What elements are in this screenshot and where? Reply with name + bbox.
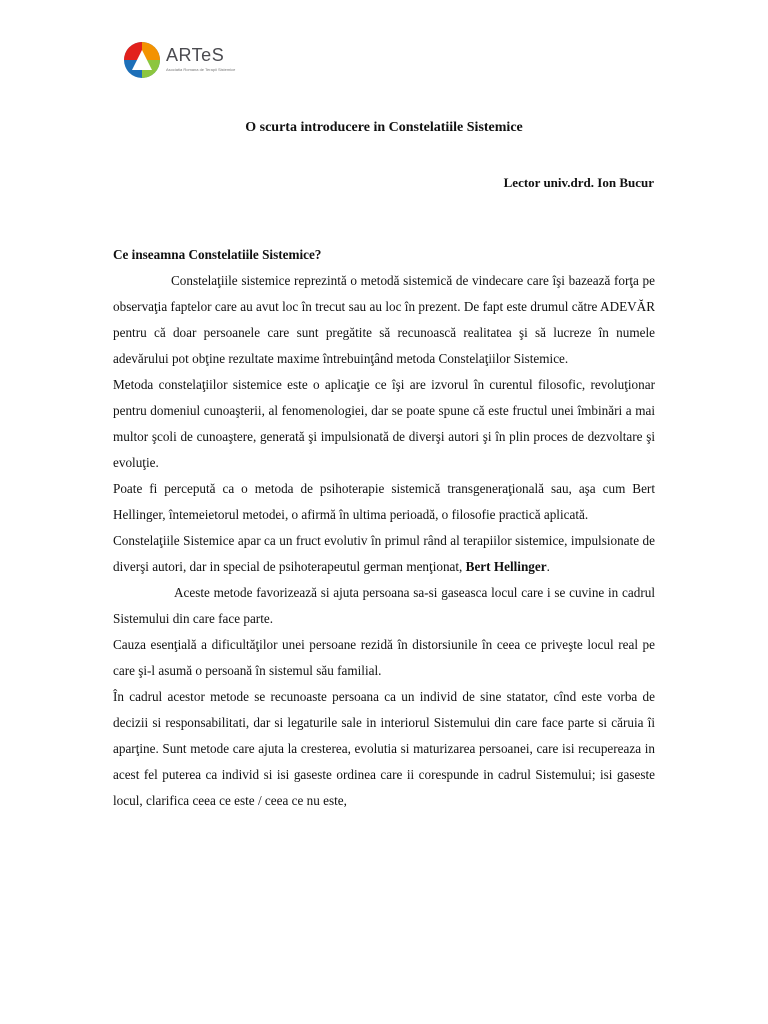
document-body: [113, 242, 655, 814]
lecturer-name: Lector univ.drd. Ion Bucur: [503, 175, 654, 190]
paragraph-4-text: Constelaţiile Sistemice apar ca un fruct evolutiv în primul rând al terapiilor sistemice, impulsionate de diverşi autori, dar in special de psihoterapeutul german menţionat,: [113, 533, 655, 574]
artes-logo-icon: [121, 40, 163, 80]
logo-subtitle: Asociatia Romana de Terapii Sistemice: [166, 67, 236, 72]
artes-logo: [121, 40, 261, 80]
logo-name: ARTeS: [166, 45, 225, 65]
paragraph-7: În cadrul acestor metode se recunoaste persoana ca un individ de sine statator, cînd este vorba de decizii si responsabilitati, dar si legaturile sale in interiorul Sistemului din care face parte si căruia îi aparţine. Sunt metode care ajuta la cresterea, evolutia si maturizarea persoanei, care isi recupereaza in acest fel puterea ca individ si isi gaseste ordinea care ii corespunde in cadrul Sistemului; isi gaseste locul, clarifica ceea ce este / ceea ce nu este,: [113, 689, 655, 808]
paragraph-5: Aceste metode favorizează si ajuta persoana sa-si gaseasca locul care i se cuvine in cadrul Sistemului din care face parte.: [113, 585, 655, 626]
paragraph-3: Poate fi percepută ca o metoda de psihoterapie sistemică transgeneraţională sau, aşa cum Bert Hellinger, întemeietorul metodei, o afirmă în ultima perioadă, o filosofie practică aplicată.: [113, 481, 655, 522]
paragraph-4-end: .: [546, 559, 550, 574]
paragraph-4-bold-name: Bert Hellinger: [465, 559, 547, 574]
paragraph-1: Constelaţiile sistemice reprezintă o metodă sistemică de vindecare care îşi bazează forţa pe observaţia faptelor care au avut loc în trecut sau au loc în prezent. De fapt este drumul către ADEVĂR pentru că doar persoanele care sunt pregătite să recunoască realitatea şi să lucreze în numele adevărului pot obţine rezultate maxime întrebuinţând metoda Constelaţiilor Sistemice.: [113, 273, 655, 366]
section-heading: Ce inseamna Constelatiile Sistemice?: [113, 247, 322, 262]
paragraph-6: Cauza esenţială a dificultăţilor unei persoane rezidă în distorsiunile în ceea ce priveşte locul real pe care şi-l asumă o persoană în sistemul său familial.: [113, 637, 655, 678]
paragraph-2: Metoda constelaţiilor sistemice este o aplicaţie ce îşi are izvorul în curentul filosofic, revoluţionar pentru domeniul cunoaşterii, al fenomenologiei, dar se poate spune că este fructul unei îmbinări a mai multor şcoli de cunoaştere, generată şi impulsionată de diverşi autori şi în plin proces de dezvoltare şi evoluţie.: [113, 377, 655, 470]
document-title: O scurta introducere in Constelatiile Sistemice: [245, 120, 523, 135]
paragraph-4: [113, 528, 655, 580]
